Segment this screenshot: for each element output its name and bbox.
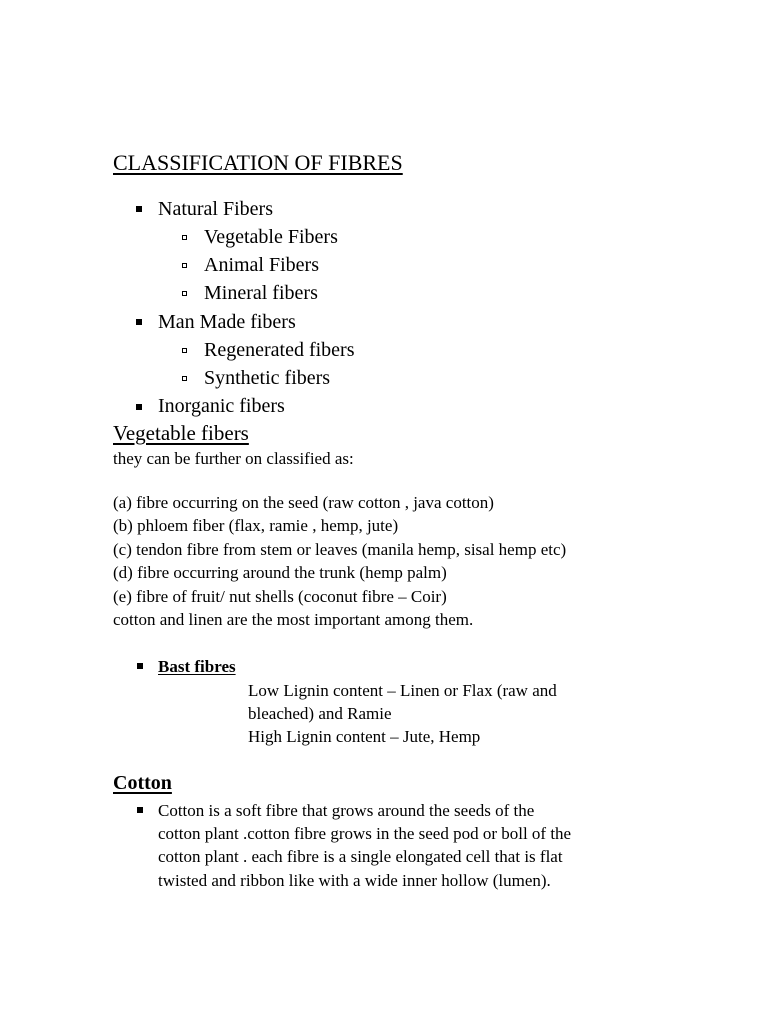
sublist-item-vegetable-fibers: Vegetable Fibers	[204, 226, 338, 248]
hollow-square-bullet-icon	[182, 376, 187, 381]
bast-line-low-lignin: Low Lignin content – Linen or Flax (raw and	[248, 681, 557, 700]
cotton-paragraph-line: Cotton is a soft fibre that grows around the seeds of the	[158, 801, 535, 820]
hollow-square-bullet-icon	[182, 291, 187, 296]
sublist-item-mineral-fibers: Mineral fibers	[204, 282, 318, 304]
bast-line-bleached-ramie: bleached) and Ramie	[248, 704, 392, 723]
square-bullet-icon	[137, 807, 143, 813]
hollow-square-bullet-icon	[182, 235, 187, 240]
section-heading-cotton: Cotton	[113, 772, 172, 794]
square-bullet-icon	[137, 663, 143, 669]
list-item-seed-fibre: (a) fibre occurring on the seed (raw cotton , java cotton)	[113, 493, 494, 512]
section-intro: they can be further on classified as:	[113, 449, 354, 468]
section-heading-vegetable-fibers: Vegetable fibers	[113, 421, 249, 445]
sublist-item-regenerated-fibers: Regenerated fibers	[204, 339, 355, 361]
list-item-man-made-fibers: Man Made fibers	[158, 311, 296, 333]
list-item-tendon-fibre: (c) tendon fibre from stem or leaves (manila hemp, sisal hemp etc)	[113, 540, 567, 559]
list-item-phloem-fibre: (b) phloem fiber (flax, ramie , hemp, jute)	[113, 516, 399, 535]
hollow-square-bullet-icon	[182, 263, 187, 268]
bast-fibres-label: Bast fibres	[158, 657, 236, 676]
bast-line-high-lignin: High Lignin content – Jute, Hemp	[248, 727, 481, 746]
hollow-square-bullet-icon	[182, 348, 187, 353]
sublist-item-animal-fibers: Animal Fibers	[204, 254, 319, 276]
section-conclusion: cotton and linen are the most important among them.	[113, 610, 474, 629]
list-item-inorganic-fibers: Inorganic fibers	[158, 395, 285, 417]
cotton-paragraph-line: cotton plant . each fibre is a single elongated cell that is flat	[158, 847, 563, 866]
square-bullet-icon	[136, 319, 142, 325]
list-item-fruit-shell-fibre: (e) fibre of fruit/ nut shells (coconut fibre – Coir)	[113, 587, 447, 606]
cotton-paragraph-line: cotton plant .cotton fibre grows in the seed pod or boll of the	[158, 824, 572, 843]
page-title: CLASSIFICATION OF FIBRES	[113, 150, 403, 175]
square-bullet-icon	[136, 206, 142, 212]
square-bullet-icon	[136, 404, 142, 410]
list-item-trunk-fibre: (d) fibre occurring around the trunk (hemp palm)	[113, 563, 447, 582]
list-item-natural-fibers: Natural Fibers	[158, 198, 273, 220]
sublist-item-synthetic-fibers: Synthetic fibers	[204, 367, 331, 389]
cotton-paragraph-line: twisted and ribbon like with a wide inner hollow (lumen).	[158, 871, 551, 890]
